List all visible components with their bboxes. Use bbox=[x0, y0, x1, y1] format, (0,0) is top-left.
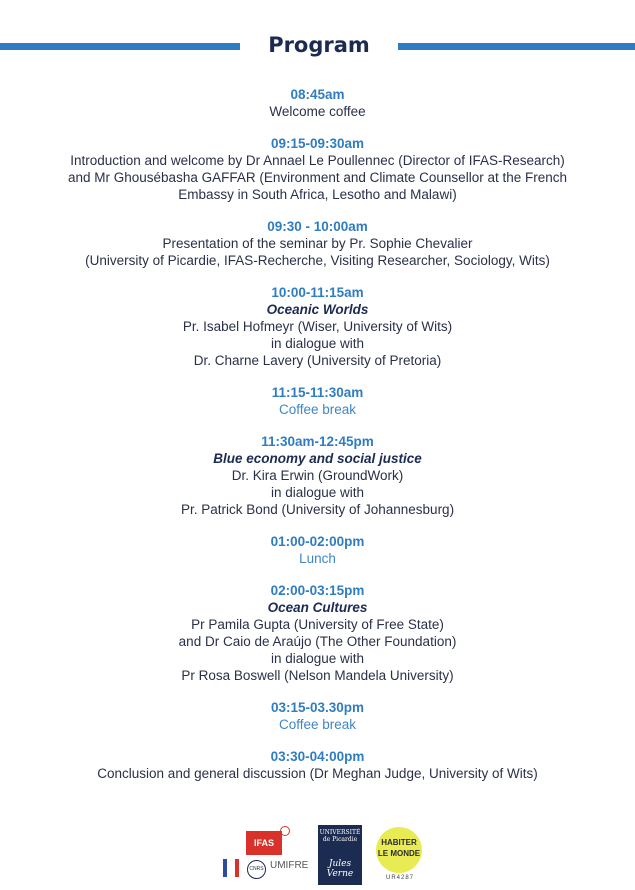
program-slot bbox=[20, 218, 615, 269]
slot-description-line: Pr. Isabel Hofmeyr (Wiser, University of Wits) bbox=[182, 319, 453, 334]
ujv-logo-signature: Jules Verne bbox=[326, 859, 354, 879]
hlm-logo-line1: HABITER bbox=[381, 838, 417, 847]
habiter-le-monde-logo bbox=[376, 827, 422, 873]
slot-description-line: in dialogue with bbox=[270, 485, 365, 500]
cnrs-logo: CNRS bbox=[247, 860, 266, 879]
header-rule-left bbox=[0, 43, 240, 50]
slot-description-line: Pr. Patrick Bond (University of Johannesburg) bbox=[180, 502, 455, 517]
page-title: Program bbox=[268, 33, 370, 57]
slot-description-line: Coffee break bbox=[278, 717, 357, 732]
hlm-logo-line2: LE MONDE bbox=[377, 849, 421, 858]
program-header bbox=[0, 34, 635, 62]
ujv-logo-text: UNIVERSITÉ de Picardie bbox=[319, 829, 361, 843]
slot-description-line: Conclusion and general discussion (Dr Meghan Judge, University of Wits) bbox=[97, 766, 538, 781]
slot-session-title: Ocean Cultures bbox=[267, 600, 368, 615]
program-list bbox=[20, 86, 615, 797]
slot-description-line: Pr Pamila Gupta (University of Free State) bbox=[191, 617, 444, 632]
ifas-logo: IFAS bbox=[246, 831, 282, 855]
program-slot bbox=[20, 699, 615, 733]
program-slot bbox=[20, 135, 615, 203]
ifas-logo-ring bbox=[280, 826, 290, 836]
slot-session-title: Blue economy and social justice bbox=[213, 451, 422, 466]
slot-description-line: (University of Picardie, IFAS-Recherche, Visiting Researcher, Sociology, Wits) bbox=[85, 253, 550, 268]
slot-description-line: Embassy in South Africa, Lesotho and Malawi) bbox=[178, 187, 457, 202]
slot-time: 09:15-09:30am bbox=[270, 136, 365, 151]
program-slot bbox=[20, 384, 615, 418]
slot-time: 01:00-02:00pm bbox=[270, 534, 365, 549]
hlm-logo-tag: UR4287 bbox=[386, 875, 415, 881]
slot-description-line: and Mr Ghousébasha GAFFAR (Environment and Climate Counsellor at the French bbox=[68, 170, 567, 185]
slot-session-title: Oceanic Worlds bbox=[266, 302, 369, 317]
program-slot bbox=[20, 284, 615, 369]
slot-description-line: Welcome coffee bbox=[269, 104, 366, 119]
slot-time: 03:15-03.30pm bbox=[270, 700, 365, 715]
slot-time: 08:45am bbox=[290, 87, 345, 102]
umifre-logo: UMIFRE bbox=[270, 860, 309, 871]
partner-logos bbox=[0, 822, 635, 890]
slot-description-line: Introduction and welcome by Dr Annael Le Poullennec (Director of IFAS-Research) bbox=[70, 153, 565, 168]
program-slot bbox=[20, 582, 615, 684]
slot-description-line: Presentation of the seminar by Pr. Sophie Chevalier bbox=[162, 236, 473, 251]
program-slot bbox=[20, 533, 615, 567]
slot-time: 09:30 - 10:00am bbox=[267, 219, 368, 234]
slot-description-line: and Dr Caio de Araújo (The Other Foundation) bbox=[178, 634, 457, 649]
slot-description-line: Pr Rosa Boswell (Nelson Mandela University) bbox=[181, 668, 454, 683]
slot-description-line: Dr. Charne Lavery (University of Pretoria) bbox=[193, 353, 442, 368]
program-slot bbox=[20, 86, 615, 120]
republique-francaise-logo bbox=[223, 859, 239, 877]
slot-time: 11:15-11:30am bbox=[271, 385, 364, 400]
program-slot bbox=[20, 433, 615, 518]
slot-description-line: in dialogue with bbox=[270, 651, 365, 666]
universite-picardie-logo bbox=[318, 825, 362, 885]
slot-description-line: in dialogue with bbox=[270, 336, 365, 351]
slot-time: 11:30am-12:45pm bbox=[261, 434, 374, 449]
slot-description-line: Dr. Kira Erwin (GroundWork) bbox=[231, 468, 404, 483]
program-slot bbox=[20, 748, 615, 782]
slot-time: 03:30-04:00pm bbox=[270, 749, 365, 764]
slot-description-line: Coffee break bbox=[278, 402, 357, 417]
header-rule-right bbox=[398, 43, 635, 50]
slot-time: 02:00-03:15pm bbox=[270, 583, 365, 598]
slot-description-line: Lunch bbox=[299, 551, 336, 566]
slot-time: 10:00-11:15am bbox=[271, 285, 364, 300]
